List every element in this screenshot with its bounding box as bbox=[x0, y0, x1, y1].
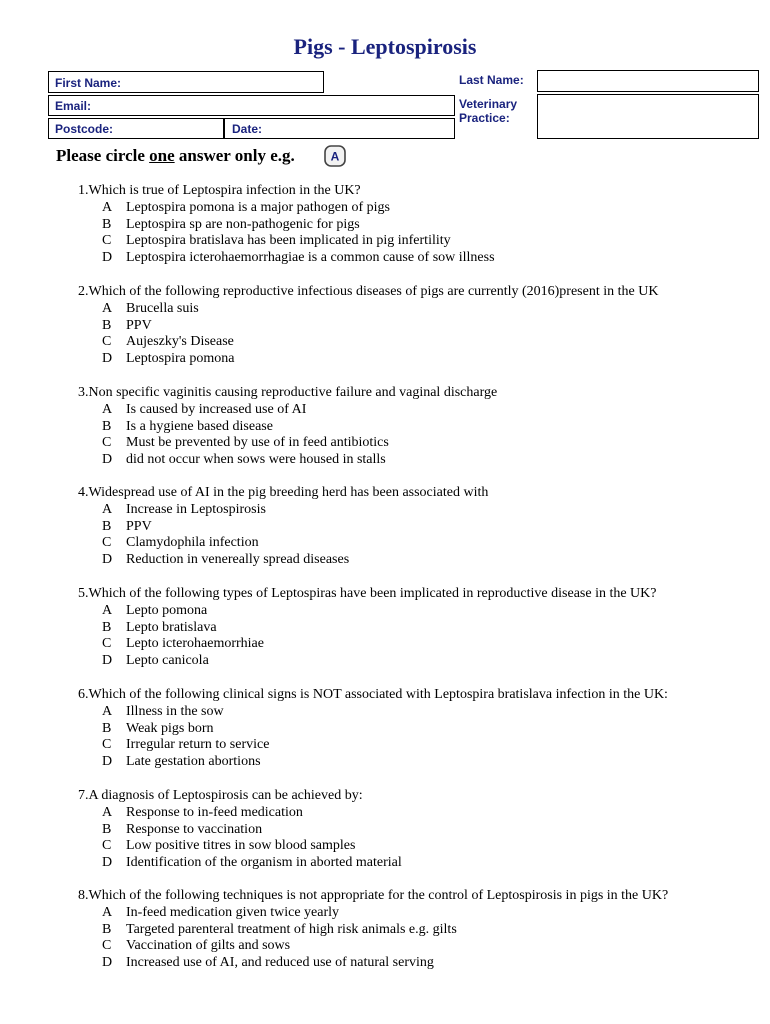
option-b[interactable]: B Leptospira sp are non-pathogenic for pigs bbox=[102, 216, 360, 232]
option-b[interactable]: B Targeted parenteral treatment of high risk animals e.g. gilts bbox=[102, 921, 457, 937]
vet-practice-label-line2: Practice: bbox=[459, 111, 510, 125]
option-c[interactable]: C Vaccination of gilts and sows bbox=[102, 938, 291, 954]
option-a[interactable]: A Is caused by increased use of AI bbox=[102, 401, 307, 417]
option-c[interactable]: C Must be prevented by use of in feed antibiotics bbox=[102, 435, 389, 451]
option-b[interactable]: B Is a hygiene based disease bbox=[102, 418, 273, 434]
question-8 bbox=[78, 888, 668, 972]
option-d[interactable]: D Identification of the organism in aborted material bbox=[102, 855, 402, 871]
option-c[interactable]: C Low positive titres in sow blood samples bbox=[102, 838, 356, 854]
option-a[interactable]: A Illness in the sow bbox=[102, 703, 224, 719]
question-text: 5.Which of the following types of Leptospiras have been implicated in reproductive disease in the UK? bbox=[78, 586, 657, 601]
option-b[interactable]: B PPV bbox=[102, 317, 152, 333]
last-name-field[interactable] bbox=[537, 70, 759, 92]
first-name-label: First Name: bbox=[55, 76, 122, 90]
page-title: Pigs - Leptospirosis bbox=[293, 34, 477, 59]
question-text: 7.A diagnosis of Leptospirosis can be achieved by: bbox=[78, 788, 363, 803]
option-a[interactable]: A Lepto pomona bbox=[102, 602, 208, 618]
date-label: Date: bbox=[232, 122, 263, 136]
option-c[interactable]: C Aujeszky's Disease bbox=[102, 334, 234, 350]
circled-a-example-icon bbox=[324, 145, 346, 167]
vet-practice-field[interactable] bbox=[537, 94, 759, 139]
option-d[interactable]: D Increased use of AI, and reduced use of natural serving bbox=[102, 955, 434, 971]
instructions bbox=[56, 146, 295, 166]
option-c[interactable]: C Irregular return to service bbox=[102, 737, 270, 753]
option-d[interactable]: D Late gestation abortions bbox=[102, 754, 261, 770]
option-a[interactable]: A In-feed medication given twice yearly bbox=[102, 904, 340, 920]
question-7 bbox=[78, 788, 402, 872]
question-text: 1.Which is true of Leptospira infection in the UK? bbox=[78, 183, 361, 198]
option-d[interactable]: D Leptospira icterohaemorrhagiae is a common cause of sow illness bbox=[102, 250, 495, 266]
question-text: 4.Widespread use of AI in the pig breeding herd has been associated with bbox=[78, 485, 489, 500]
instructions-prefix: Please circle bbox=[56, 146, 150, 165]
question-text: 2.Which of the following reproductive infectious diseases of pigs are currently (2016)present in the UK bbox=[78, 284, 659, 299]
question-3 bbox=[78, 385, 497, 469]
question-4 bbox=[78, 485, 488, 569]
option-d[interactable]: D Leptospira pomona bbox=[102, 351, 235, 367]
instructions-emphasis: one bbox=[149, 146, 175, 165]
option-c[interactable]: C Leptospira bratislava has been implicated in pig infertility bbox=[102, 233, 451, 249]
postcode-label: Postcode: bbox=[55, 122, 114, 136]
question-text: 3.Non specific vaginitis causing reproductive failure and vaginal discharge bbox=[78, 385, 498, 400]
question-1 bbox=[78, 183, 495, 267]
question-5 bbox=[78, 586, 657, 670]
vet-practice-label-line1: Veterinary bbox=[459, 97, 518, 111]
option-b[interactable]: B PPV bbox=[102, 518, 152, 534]
question-text: 8.Which of the following techniques is not appropriate for the control of Leptospirosis in pigs in the UK? bbox=[78, 888, 669, 903]
option-a[interactable]: A Leptospira pomona is a major pathogen of pigs bbox=[102, 199, 390, 215]
option-a[interactable]: A Response to in-feed medication bbox=[102, 804, 303, 820]
question-text: 6.Which of the following clinical signs is NOT associated with Leptospira bratislava infection in the UK: bbox=[78, 687, 668, 702]
instructions-suffix: answer only e.g. bbox=[174, 146, 295, 165]
question-6 bbox=[78, 687, 668, 771]
option-b[interactable]: B Response to vaccination bbox=[102, 821, 263, 837]
email-label: Email: bbox=[55, 99, 92, 113]
email-field[interactable] bbox=[48, 95, 455, 116]
question-2 bbox=[78, 284, 658, 368]
option-b[interactable]: B Weak pigs born bbox=[102, 720, 214, 736]
option-d[interactable]: D did not occur when sows were housed in stalls bbox=[102, 452, 386, 468]
option-c[interactable]: C Clamydophila infection bbox=[102, 535, 259, 551]
option-d[interactable]: D Reduction in venereally spread diseases bbox=[102, 552, 350, 568]
option-a[interactable]: A Increase in Leptospirosis bbox=[102, 501, 266, 517]
sample-letter: A bbox=[330, 149, 340, 164]
option-b[interactable]: B Lepto bratislava bbox=[102, 619, 217, 635]
option-c[interactable]: C Lepto icterohaemorrhiae bbox=[102, 636, 264, 652]
option-d[interactable]: D Lepto canicola bbox=[102, 653, 209, 669]
option-a[interactable]: A Brucella suis bbox=[102, 300, 199, 316]
last-name-label: Last Name: bbox=[459, 73, 524, 87]
